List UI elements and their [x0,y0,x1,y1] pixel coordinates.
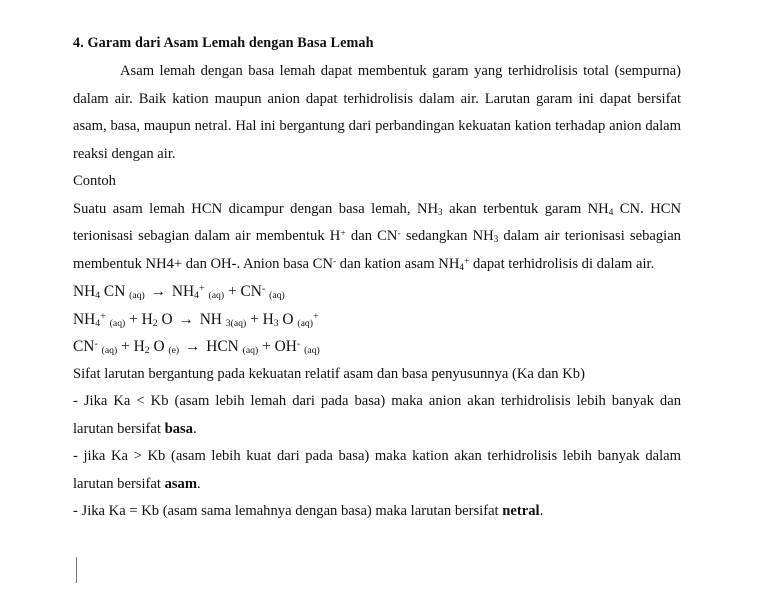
equation-1 [73,278,681,306]
equation-1-token: (aq) [129,290,145,302]
example-sup-4: + [463,255,470,267]
rules-container [73,388,681,526]
rule-ka-greater-kb-suffix: . [197,475,201,492]
rule-ka-less-kb [73,388,681,443]
equation-1-token: → [146,283,170,300]
equation-2 [73,306,681,334]
equation-3-token: → [181,338,205,355]
example-seg-4: dan CN [345,228,398,244]
equation-3-token: HCN [206,338,243,355]
example-sub-2: 4 [608,206,614,217]
equation-1-token: + CN [224,283,262,300]
equation-3-token: (aq) [242,345,259,357]
rule-ka-less-kb-emphasis: basa [164,420,193,437]
rule-ka-equals-kb-text: - Jika Ka = Kb (asam sama lemahnya dengan basa) maka larutan bersifat [73,503,503,519]
equation-1-token: 4 [95,290,101,302]
intro-paragraph: Asam lemah dengan basa lemah dapat membentuk garam yang terhidrolisis total (sempurna) dalam air. Baik kation maupun anion dapat terhidrolisis dalam air. Larutan garam ini dapat bersifat asam, basa, maupun netral. Hal ini bergantung dari perbandingan kekuatan kation terhadap anion dalam reaksi dengan air. [73,63,681,162]
equation-1-token: CN [100,283,130,300]
equation-2-token: (aq) [109,317,126,329]
equation-3-token: 2 [144,345,150,357]
equation-1-token: NH [73,283,96,300]
example-sup-2: - [397,227,401,239]
equation-2-token: + H [246,310,274,328]
text-cursor-caret [76,557,77,583]
equation-2-token: 3(aq) [225,317,247,329]
example-paragraph [73,196,681,279]
rule-ka-equals-kb [73,498,681,526]
rule-ka-equals-kb-emphasis: netral [502,503,540,519]
equation-2-token: 2 [152,317,158,329]
equation-3-token: - [94,338,98,350]
equation-2-token: NH [199,310,226,328]
example-sub-3: 3 [493,234,499,245]
example-sub-4: 4 [459,261,464,272]
example-sub-1: 3 [438,206,443,217]
equation-3-token: + H [117,338,145,355]
rule-ka-equals-kb-suffix: . [539,503,544,519]
equation-3-token: CN [73,338,95,355]
example-sup-3: - [332,255,337,267]
rule-ka-greater-kb [73,443,681,498]
equation-1-token: + [198,283,205,295]
rule-ka-less-kb-text: - Jika Ka < Kb (asam lebih lemah dari pada basa) maka anion akan terhidrolisis lebih banyak dan larutan bersifat [73,393,681,437]
equation-3-token: + OH [258,338,297,355]
rule-ka-greater-kb-text: - jika Ka > Kb (asam lebih kuat dari pada basa) maka kation akan terhidrolisis lebih banyak dalam larutan bersifat [73,448,681,492]
closing-line: Sifat larutan bergantung pada kekuatan relatif asam dan basa penyusunnya (Ka dan Kb) [73,365,585,382]
equation-1-token: NH [171,283,195,300]
equation-2-token: O [157,310,177,328]
equation-2-token: + [312,311,319,323]
equation-3-token: - [296,338,301,350]
section-heading: 4. Garam dari Asam Lemah dengan Basa Lemah [73,35,374,51]
equation-1-token: (aq) [208,290,225,302]
equation-3-token: O [149,338,169,355]
equation-3 [73,333,681,361]
equation-1-token: (aq) [269,290,285,302]
equation-2-token: NH [73,310,96,328]
equation-2-token: O [278,310,298,328]
example-seg-6: dalam air terionisasi sebagian membentuk NH4+ dan OH-. Anion basa CN [73,228,681,272]
example-seg-2: akan terbentuk garam NH [442,200,609,217]
example-sup-1: + [340,227,346,239]
contoh-label: Contoh [73,173,116,189]
equation-3-token: (aq) [101,345,118,357]
equation-1-token: 4 [194,290,199,302]
equation-2-token: 3 [273,317,279,329]
example-seg-3: CN. HCN terionisasi sebagian dalam air membentuk H [73,200,682,244]
equations-container [73,278,681,361]
rule-ka-less-kb-suffix: . [192,420,197,437]
example-seg-7: dan kation asam NH [336,255,460,272]
equation-3-token: (aq) [304,345,320,357]
document-body[interactable] [73,33,681,526]
example-seg-8: dapat terhidrolisis di dalam air. [469,255,655,272]
rule-ka-greater-kb-emphasis: asam [164,475,198,492]
equation-2-token: → [178,310,198,328]
example-seg-5: sedangkan NH [400,228,494,244]
equation-3-token: (e) [168,345,180,357]
example-seg-1: Suatu asam lemah HCN dicampur dengan basa lemah, NH [73,200,439,217]
equation-2-token: (aq) [297,317,313,329]
equation-2-token: + [100,311,106,323]
equation-2-token: 4 [95,317,101,329]
equation-2-token: + H [125,310,153,328]
equation-1-token: - [261,283,266,295]
